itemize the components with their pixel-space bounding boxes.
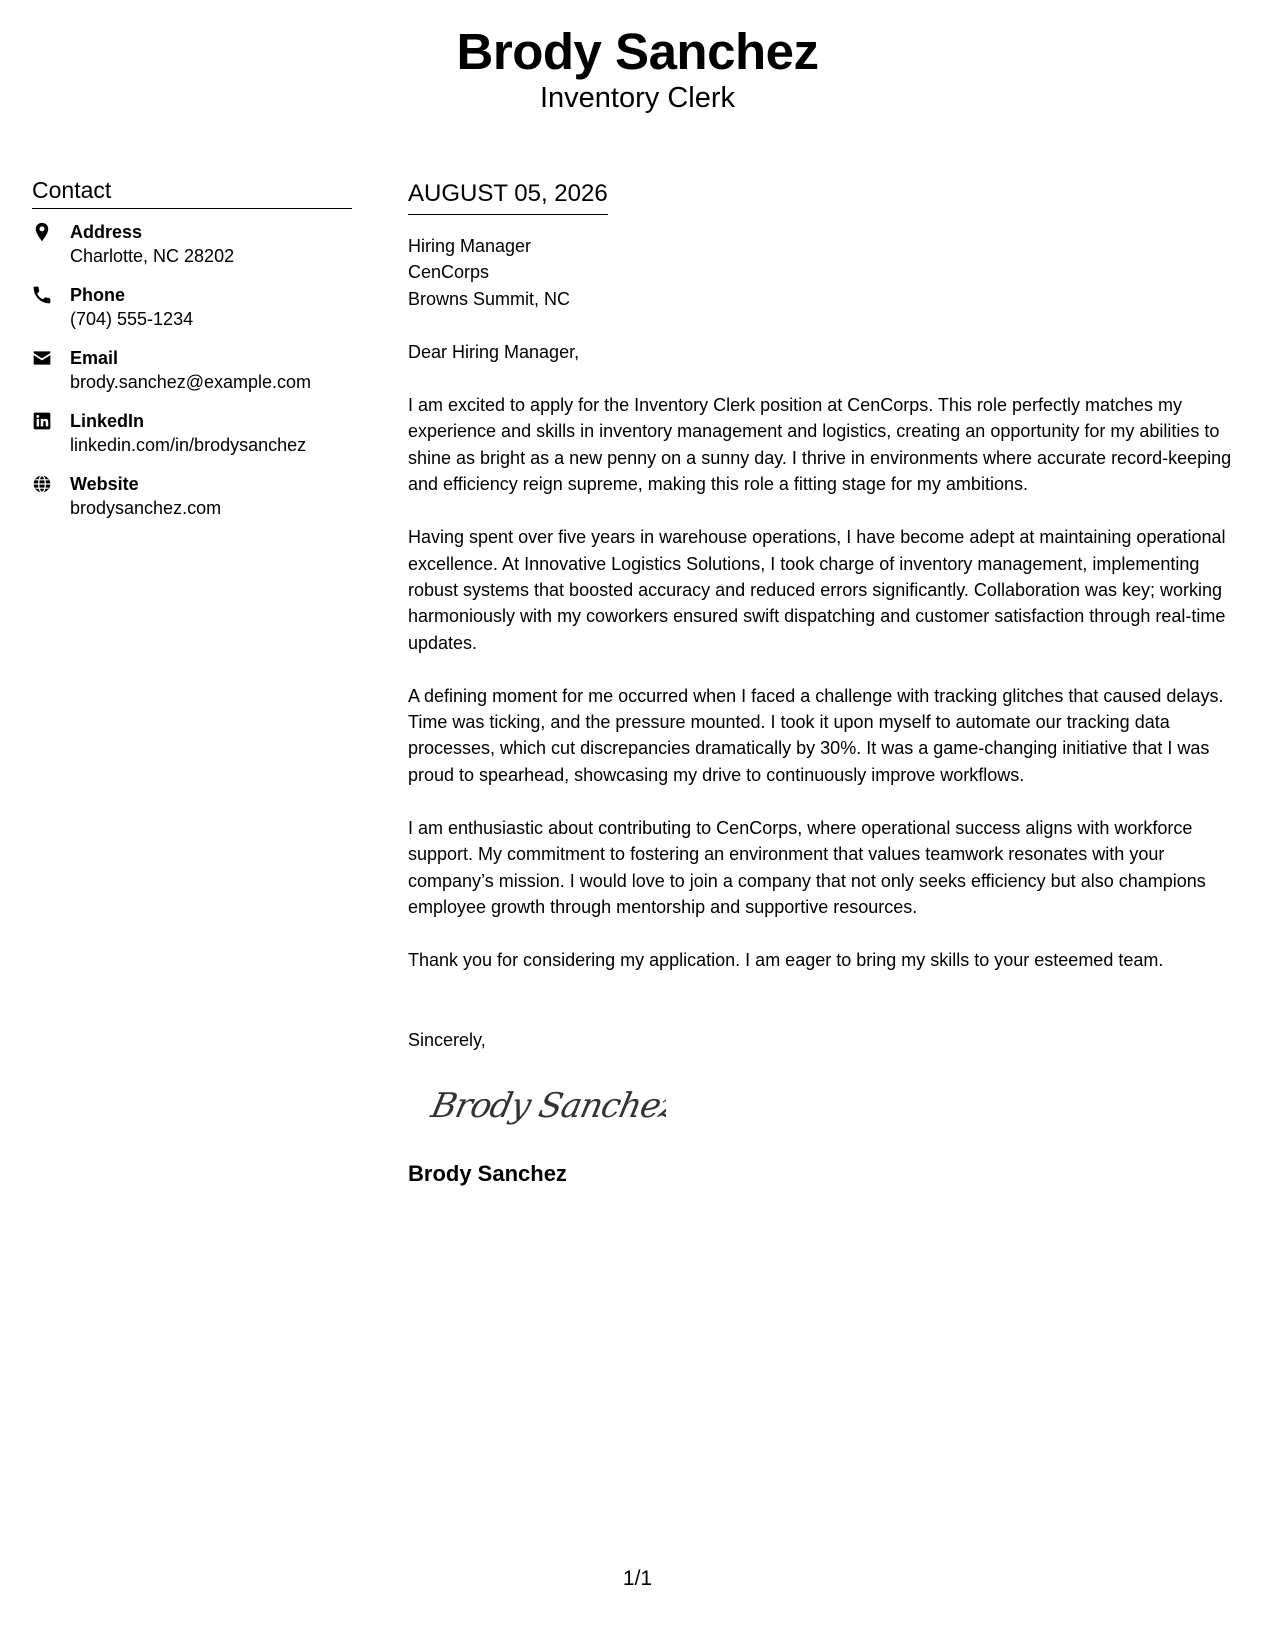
contact-item-address bbox=[32, 220, 352, 283]
salutation: Dear Hiring Manager, bbox=[408, 341, 580, 362]
contact-value-website: brodysanchez.com bbox=[70, 498, 222, 518]
contact-label: Phone bbox=[70, 285, 126, 305]
contact-value-linkedin: linkedin.com/in/brodysanchez bbox=[70, 435, 307, 455]
letter-paragraph: I am enthusiastic about contributing to CenCorps, where operational success aligns with workforce support. My commitment to fostering an environment that values teamwork resonates with your company’s mission. I would love to join a company that not only seeks efficiency but also champions employee growth through mentorship and supportive resources. bbox=[408, 818, 1206, 917]
contact-item-linkedin bbox=[32, 409, 352, 472]
letter-paragraph: Thank you for considering my application. I am eager to bring my skills to your esteemed team. bbox=[408, 950, 1164, 971]
signature-image bbox=[426, 1077, 1248, 1137]
contact-list bbox=[32, 220, 352, 535]
letter-paragraph: Having spent over five years in warehouse operations, I have become adept at maintaining operational excellence. At Innovative Logistics Solutions, I took charge of inventory management, implementing robust systems that boosted accuracy and reduced errors significantly. Collaboration was key; working harmoniously with my coworkers ensured swift dispatching and customer satisfaction through real-time updates. bbox=[408, 527, 1226, 653]
envelope-icon bbox=[32, 346, 70, 368]
letter-date: AUGUST 05, 2026 bbox=[408, 178, 608, 215]
phone-icon bbox=[32, 283, 70, 305]
recipient-line: CenCorps bbox=[408, 262, 490, 283]
globe-icon bbox=[32, 472, 70, 494]
contact-value-email: brody.sanchez@example.com bbox=[70, 372, 312, 392]
page-number: 1/1 bbox=[622, 1567, 653, 1590]
contact-item-website bbox=[32, 472, 352, 535]
contact-heading: Contact bbox=[32, 176, 352, 209]
contact-item-phone bbox=[32, 283, 352, 346]
recipient-line: Browns Summit, NC bbox=[408, 288, 571, 309]
signer-name: Brody Sanchez bbox=[408, 1160, 567, 1186]
contact-value-phone: (704) 555-1234 bbox=[70, 309, 194, 329]
contact-label: Website bbox=[70, 474, 139, 494]
linkedin-icon bbox=[32, 409, 70, 431]
contact-value-address: Charlotte, NC 28202 bbox=[70, 246, 235, 266]
contact-label: Email bbox=[70, 348, 119, 368]
contact-label: Address bbox=[70, 222, 143, 242]
letter-paragraph: A defining moment for me occurred when I faced a challenge with tracking glitches that caused delays. Time was ticking, and the pressure mounted. I took it upon myself to automate our tracking data processes, which cut discrepancies dramatically by 30%. It was a game-changing initiative that I was proud to spearhead, showcasing my drive to continuously improve workflows. bbox=[408, 685, 1224, 785]
letter-paragraph: I am excited to apply for the Inventory Clerk position at CenCorps. This role perfectly matches my experience and skills in inventory management and logistics, creating an opportunity for my abilities to shine as bright as a new penny on a sunny day. I thrive in environments where accurate record-keeping and efficiency reign supreme, making this role a fitting stage for my ambitions. bbox=[408, 395, 1232, 495]
recipient-line: Hiring Manager bbox=[408, 236, 532, 256]
closing: Sincerely, bbox=[408, 1029, 486, 1050]
contact-label: LinkedIn bbox=[70, 411, 145, 431]
signature-text: Brody Sanchez bbox=[427, 1086, 666, 1126]
applicant-name: Brody Sanchez bbox=[456, 23, 819, 80]
contact-sidebar bbox=[32, 176, 352, 535]
recipient-block bbox=[408, 233, 1248, 312]
letter-header bbox=[0, 22, 1275, 116]
letter-body bbox=[408, 178, 1248, 1188]
applicant-job-title: Inventory Clerk bbox=[539, 82, 735, 114]
contact-item-email bbox=[32, 346, 352, 409]
location-pin-icon bbox=[32, 220, 70, 242]
